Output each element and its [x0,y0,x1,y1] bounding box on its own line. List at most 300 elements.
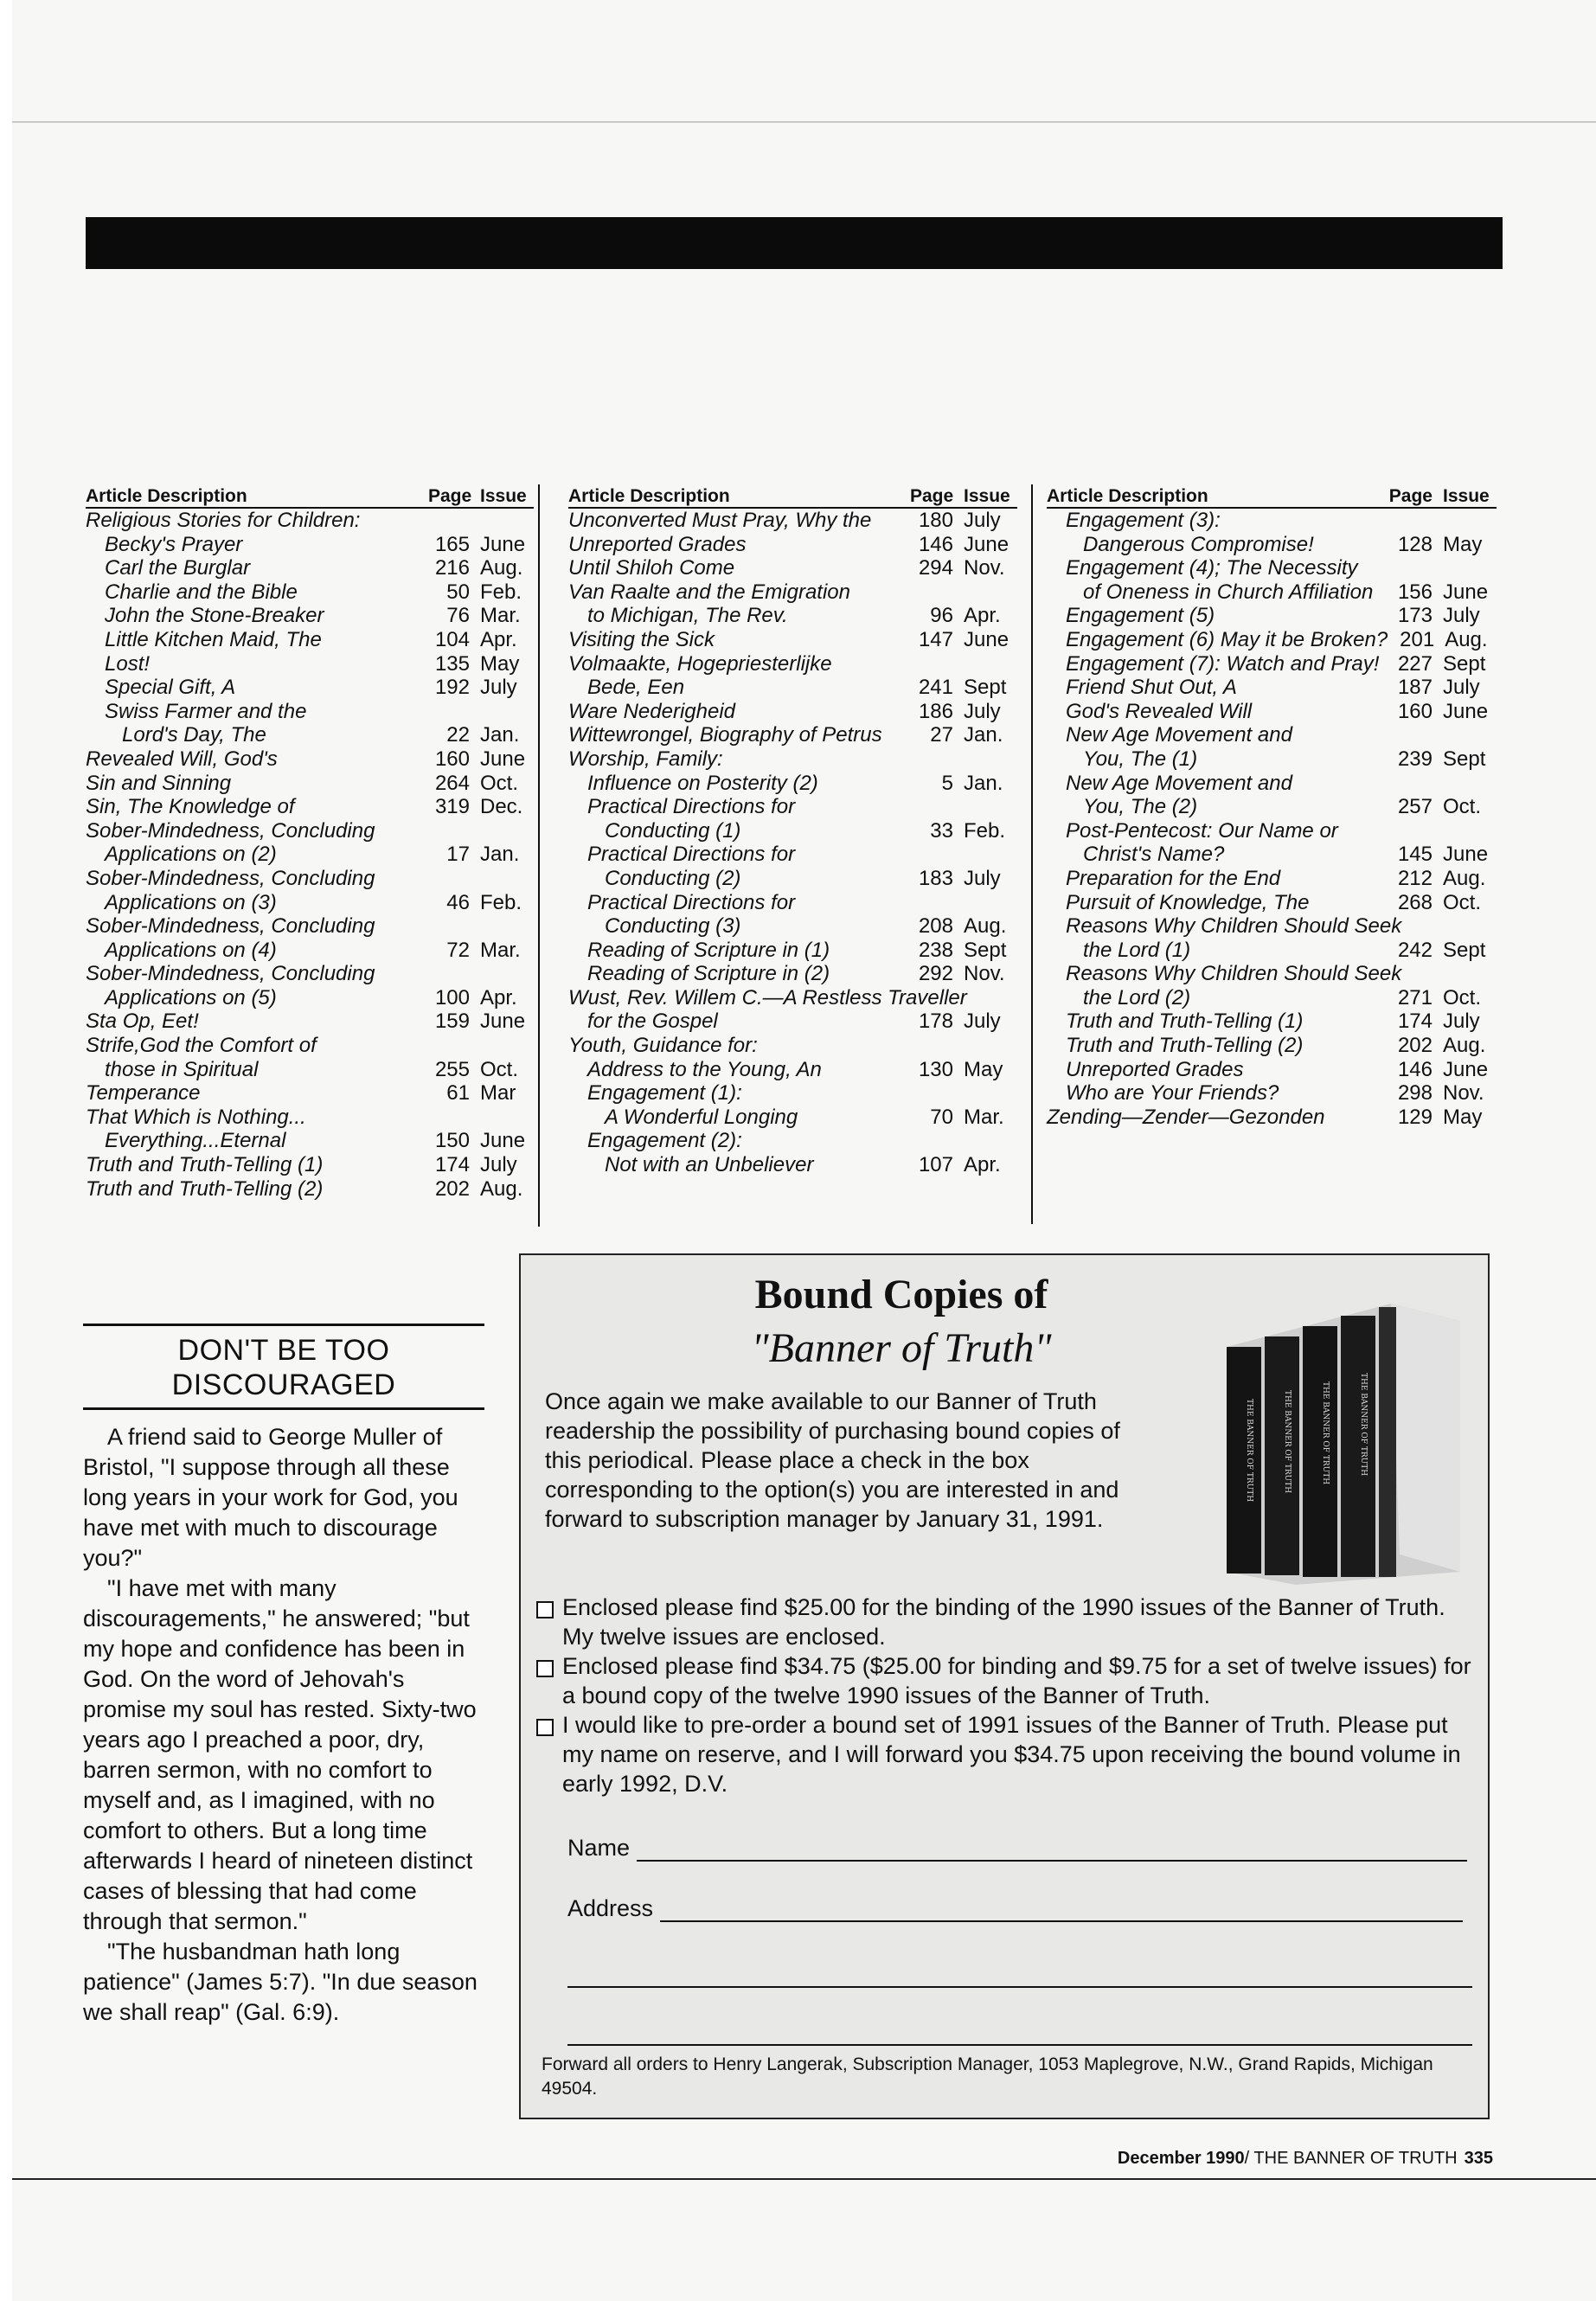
index-row [86,1106,534,1130]
index-entry-page [910,1081,953,1106]
index-entry-issue [1433,819,1497,843]
index-entry-description: Christ's Name? [1083,843,1225,867]
index-row [86,604,534,628]
index-entry-description: Engagement (3): [1066,509,1221,532]
index-entry-description: Unreported Grades [1066,1057,1244,1081]
address-field[interactable] [567,1895,1463,1922]
index-entry-page: 242 [1397,938,1433,962]
address-line-2[interactable] [567,1986,1472,1988]
index-row [568,1058,1017,1082]
index-row [568,700,1017,724]
index-entry-description: Religious Stories for Children: [86,509,361,532]
index-entry-page [910,1034,953,1058]
index-row [1047,580,1497,605]
index-entry-issue: June [480,532,526,556]
index-row [86,843,534,867]
index-entry-description: Little Kitchen Maid, The [105,627,322,651]
index-entry-description: You, The (1) [1083,747,1198,771]
index-entry-page: 50 [446,580,470,604]
bound-copies-order-form [519,1253,1490,2119]
article-dont-be-discouraged [83,1324,484,2028]
index-entry-description: Volmaakte, Hogepriesterlijke [568,651,832,676]
index-entry-issue [470,914,534,939]
index-row [568,891,1017,915]
index-row [86,891,534,915]
header-page: Page [1388,486,1433,506]
index-entry-page: 201 [1400,627,1435,651]
index-entry-page [910,1129,953,1153]
index-row [86,962,534,986]
index-row [1047,676,1497,700]
index-entry-page: 255 [434,1057,470,1081]
index-entry-issue [953,795,1017,819]
index-entry-issue: July [480,676,517,700]
index-row [1047,1058,1497,1082]
index-row [568,962,1017,986]
index-entry-issue: Aug. [964,914,1007,939]
index-row [86,652,534,676]
index-entry-page: 146 [918,532,953,556]
order-form-title: Bound Copies of [754,1272,1048,1317]
index-entry-issue: Sept [964,938,1007,962]
article-top-rule [83,1324,484,1326]
article-title-line2: DISCOURAGED [171,1368,396,1401]
index-entry-issue: June [1443,843,1489,867]
index-row [568,676,1017,700]
index-entry-description: Worship, Family: [568,747,723,771]
index-header [86,486,534,509]
index-entry-page: 298 [1397,1081,1433,1106]
index-entry-page: 292 [918,962,953,986]
index-entry-issue: July [1443,676,1480,700]
index-entry-issue: July [964,699,1001,723]
index-entry-description: for the Gospel [587,1009,718,1034]
index-row [1047,772,1497,796]
index-entry-issue: June [1443,699,1489,723]
index-entry-issue [470,962,534,986]
index-entry-page [1401,914,1441,939]
index-row [568,1081,1017,1106]
index-row [86,795,534,819]
index-entry-description: Engagement (5) [1066,604,1215,628]
index-entry-description: Conducting (2) [605,866,741,890]
index-entry-description: Practical Directions for [587,795,796,819]
index-entry-page: 192 [434,676,470,700]
index-entry-issue [953,1081,1017,1106]
index-entry-description: Influence on Posterity (2) [587,771,818,795]
index-entry-issue: Sept [1443,651,1486,676]
index-entry-issue: Oct. [480,771,519,795]
header-description: Article Description [1047,486,1208,506]
index-row [1047,1009,1497,1034]
index-entry-page [428,700,470,724]
index-row [86,580,534,605]
index-entry-issue: June [480,1009,526,1034]
name-label: Name [567,1835,631,1861]
index-entry-issue: Oct. [480,1057,519,1081]
index-row [1047,867,1497,891]
index-row [568,580,1017,605]
book-spine-text: THE BANNER OF TRUTH [1283,1390,1292,1494]
index-row [86,509,534,533]
index-entry-description: Engagement (1): [587,1081,742,1106]
index-entry-issue: Mar [480,1081,516,1106]
index-row [86,556,534,580]
index-row [1047,556,1497,580]
option-checkbox[interactable] [536,1601,554,1618]
index-entry-description: That Which is Nothing... [86,1105,306,1129]
index-entry-page [910,747,953,772]
index-entry-issue: Nov. [964,556,1005,580]
index-row [568,795,1017,819]
order-option-3[interactable] [536,1710,1479,1798]
option-checkbox[interactable] [536,1719,554,1736]
index-entry-page: 156 [1397,580,1433,604]
index-row [1047,1034,1497,1058]
index-entry-issue: June [1443,1057,1489,1081]
index-row [86,628,534,652]
index-entry-page: 61 [446,1081,470,1106]
index-entry-description: Special Gift, A [105,676,236,700]
index-entry-description: You, The (2) [1083,795,1198,819]
index-row [568,1009,1017,1034]
index-entry-issue: Aug. [480,1176,523,1201]
footer-date: December 1990 [1117,2149,1245,2168]
index-entry-issue: Sept [1443,938,1486,962]
index-entry-description: Bede, Een [587,676,685,700]
book-spine-text: THE BANNER OF TRUTH [1245,1399,1253,1503]
index-row [1047,700,1497,724]
index-entry-description: Engagement (2): [587,1129,742,1153]
index-entry-description: the Lord (2) [1083,985,1191,1009]
index-entry-description: Sober-Mindedness, Concluding [86,914,375,939]
index-entry-page: 173 [1397,604,1433,628]
index-entry-issue: Oct. [1443,795,1482,819]
index-entry-page: 46 [446,890,470,914]
index-entry-description: of Oneness in Church Affiliation [1083,580,1374,604]
index-entry-page: 241 [918,676,953,700]
index-row [86,986,534,1010]
index-header [568,486,1017,509]
index-entry-page: 268 [1397,890,1433,914]
index-entry-page [428,914,470,939]
index-entry-page: 17 [446,843,470,867]
index-entry-description: Youth, Guidance for: [568,1034,758,1058]
index-entry-issue: Feb. [964,818,1006,843]
index-entry-page: 5 [941,771,953,795]
index-row [568,819,1017,843]
bound-volumes-image [1201,1295,1464,1589]
index-entry-issue: Aug. [1443,1034,1486,1058]
index-entry-description: Truth and Truth-Telling (1) [1066,1009,1304,1034]
index-row [86,1034,534,1058]
index-entry-page [428,1034,470,1058]
index-row [1047,795,1497,819]
index-entry-issue: June [964,532,1010,556]
index-entry-page [910,795,953,819]
index-row [1047,939,1497,963]
index-entry-description: Applications on (4) [105,938,277,962]
index-row [568,1034,1017,1058]
index-entry-page: 150 [434,1129,470,1153]
index-entry-page [1384,819,1433,843]
index-entry-page [428,867,470,891]
index-entry-description: New Age Movement and [1066,723,1292,747]
index-row [568,556,1017,580]
address-line-3[interactable] [567,2044,1472,2046]
index-column-1 [86,486,534,1201]
index-entry-description: Sober-Mindedness, Concluding [86,866,375,890]
index-entry-page [428,1106,470,1130]
index-entry-description: Engagement (7): Watch and Pray! [1066,651,1380,676]
page-top-edge [12,121,1596,123]
index-entry-issue: July [964,866,1001,890]
index-entry-description: to Michigan, The Rev. [587,604,788,628]
index-row [86,700,534,724]
index-entry-issue: Oct. [1443,890,1482,914]
index-row [86,533,534,557]
index-entry-description: Ware Nederigheid [568,699,735,723]
name-line[interactable] [637,1860,1467,1862]
index-entry-issue [953,580,1017,605]
index-entry-description: Becky's Prayer [105,532,243,556]
index-row [86,939,534,963]
address-line[interactable] [660,1920,1463,1922]
article-paragraph: "The husbandman hath long patience" (James 5:7). "In due season we shall reap" (Gal. 6:9). [83,1939,478,2025]
header-issue: Issue [964,486,1010,506]
index-entry-page [910,580,953,605]
index-row [568,533,1017,557]
index-entry-description: Carl the Burglar [105,556,251,580]
index-entry-description: Sober-Mindedness, Concluding [86,818,375,843]
index-entry-issue [953,747,1017,772]
index-entry-description: Unconverted Must Pray, Why the [568,509,872,532]
index-entry-description: Practical Directions for [587,890,796,914]
index-entry-page [1401,962,1441,986]
index-entry-issue: July [480,1153,517,1177]
index-entry-issue [470,509,534,533]
index-entry-description: Friend Shut Out, A [1066,676,1237,700]
index-entry-issue [470,700,534,724]
index-entry-issue: June [480,1129,526,1153]
index-row [1047,723,1497,747]
index-entry-issue: Nov. [1443,1081,1484,1106]
index-entry-description: Reading of Scripture in (2) [587,962,830,986]
index-entry-page: 70 [930,1105,953,1129]
index-row [1047,914,1497,939]
index-entry-issue: May [1443,1105,1483,1129]
index-entry-page: 135 [434,651,470,676]
index-row [1047,509,1497,533]
index-entry-issue: Mar. [480,938,521,962]
index-entry-issue: July [964,509,1001,532]
index-row [568,628,1017,652]
order-form-subtitle: "Banner of Truth" [751,1325,1052,1371]
index-entry-issue [953,1129,1017,1153]
index-row [1047,604,1497,628]
index-entry-issue: Apr. [964,604,1001,628]
index-entry-description: Sin and Sinning [86,771,232,795]
index-entry-issue [1442,962,1497,986]
forward-orders-note: Forward all orders to Henry Langerak, Subscription Manager, 1053 Maplegrove, N.W., Grand Rapids, Michigan 49504. [542,2054,1433,2099]
article-paragraph: A friend said to George Muller of Bristol, "I suppose through all these long years in your work for God, you have met with much to discourage you?" [83,1424,458,1571]
index-row [1047,843,1497,867]
index-entry-description: Post-Pentecost: Our Name or [1066,818,1338,843]
scan-edge [0,0,12,2301]
index-entry-page: 72 [446,938,470,962]
index-entry-description: Visiting the Sick [568,627,715,651]
index-entry-issue: Nov. [964,962,1005,986]
index-entry-description: Sta Op, Eet! [86,1009,199,1034]
index-row [86,819,534,843]
index-entry-description: Lord's Day, The [122,723,266,747]
index-row [568,939,1017,963]
index-entry-description: the Lord (1) [1083,938,1191,962]
header-description: Article Description [568,486,730,506]
index-entry-issue: Aug. [480,556,523,580]
option-text: Enclosed please find $34.75 ($25.00 for binding and $9.75 for a set of twelve issues) for a bound copy of the twelve 1990 issues of the Banner of Truth. [562,1653,1471,1708]
index-entry-issue: Mar. [480,604,521,628]
index-entry-description: Practical Directions for [587,843,796,867]
index-entry-description: Engagement (4); The Necessity [1066,556,1358,580]
footer-publication: / THE BANNER OF TRUTH [1244,2149,1458,2168]
article-title [83,1333,484,1402]
index-row [568,867,1017,891]
index-row [568,843,1017,867]
index-entry-page [910,652,953,676]
book-spine-text: THE BANNER OF TRUTH [1359,1373,1368,1477]
index-entry-issue: Sept [964,676,1007,700]
order-option-1[interactable] [536,1593,1479,1651]
index-entry-page: 319 [434,795,470,819]
index-row [86,723,534,747]
index-entry-page: 76 [446,604,470,628]
header-description: Article Description [86,486,247,506]
index-entry-description: Lost! [105,651,151,676]
index-entry-issue: Apr. [480,985,517,1009]
index-entry-issue: Apr. [964,1153,1001,1177]
index-row [86,1009,534,1034]
index-entry-issue [1433,723,1497,747]
index-entry-issue [953,843,1017,867]
index-entry-description: Wust, Rev. Willem C.—A Restless Traveller [568,985,967,1009]
index-entry-issue [470,1106,534,1130]
index-row [1047,891,1497,915]
column-divider [538,484,540,1227]
index-header [1047,486,1497,509]
index-row [86,747,534,772]
index-entry-page: 180 [918,509,953,532]
index-row [86,772,534,796]
address-label: Address [567,1895,654,1921]
index-entry-description: Pursuit of Knowledge, The [1066,890,1310,914]
index-entry-issue: Aug. [1443,866,1486,890]
index-entry-page: 227 [1397,651,1433,676]
index-entry-page [428,819,470,843]
index-entry-description: Not with an Unbeliever [605,1153,814,1177]
index-row [86,867,534,891]
index-entry-description: Reasons Why Children Should Seek [1066,962,1402,986]
index-entry-page: 104 [434,627,470,651]
index-row [1047,533,1497,557]
index-entry-description: Applications on (5) [105,985,277,1009]
index-entry-description: Charlie and the Bible [105,580,298,604]
index-entry-description: Preparation for the End [1066,866,1281,890]
index-entry-issue: June [964,627,1010,651]
index-entry-page: 257 [1397,795,1433,819]
index-entry-description: Strife,God the Comfort of [86,1034,317,1058]
index-row [86,1153,534,1177]
index-entry-issue: July [1443,604,1480,628]
option-text: Enclosed please find $25.00 for the binding of the 1990 issues of the Banner of Truth. My twelve issues are enclosed. [562,1594,1445,1650]
index-entry-page [1384,509,1433,533]
index-entry-page: 107 [918,1153,953,1177]
index-entry-issue: Oct. [1443,985,1482,1009]
index-entry-description: A Wonderful Longing [605,1105,798,1129]
index-row [86,914,534,939]
index-row [1047,986,1497,1010]
name-field[interactable] [567,1835,1467,1862]
index-entry-issue: July [1443,1009,1480,1034]
order-options [536,1593,1479,1798]
index-entry-page: 208 [918,914,953,939]
index-column-2 [568,486,1017,1177]
index-entry-description: New Age Movement and [1066,771,1292,795]
index-entry-description: Revealed Will, God's [86,747,278,771]
index-entry-page: 129 [1397,1105,1433,1129]
index-entry-page: 96 [930,604,953,628]
order-option-2[interactable] [536,1651,1479,1710]
index-entry-page: 174 [1397,1009,1433,1034]
index-entry-page: 239 [1397,747,1433,771]
index-entry-issue: June [1443,580,1489,604]
index-entry-issue: Jan. [964,723,1003,747]
index-row [1047,1081,1497,1106]
index-entry-issue [953,891,1017,915]
index-entry-page: 202 [434,1176,470,1201]
index-entry-issue [984,986,1017,1010]
index-column-3 [1047,486,1497,1129]
index-entry-page: 202 [1397,1034,1433,1058]
index-row [1047,962,1497,986]
index-entry-description: Truth and Truth-Telling (2) [1066,1034,1304,1058]
index-entry-page: 294 [918,556,953,580]
index-entry-issue [1433,509,1497,533]
index-entry-description: John the Stone-Breaker [105,604,324,628]
index-entry-description: Reasons Why Children Should Seek [1066,914,1402,939]
order-form-intro: Once again we make available to our Banner of Truth readership the possibility of purchasing bound copies of this periodical. Please place a check in the box corresponding to the option(s) you are interested in and forward to subscription manager by January 31, 1991. [545,1388,1120,1532]
index-entry-description: Everything...Eternal [105,1129,286,1153]
index-entry-description: Address to the Young, An [587,1057,822,1081]
index-entry-description: God's Revealed Will [1066,699,1253,723]
header-banner [86,217,1503,269]
index-entry-issue [470,819,534,843]
index-row [86,1129,534,1153]
index-row [568,652,1017,676]
index-entry-description: Temperance [86,1081,201,1106]
index-entry-description: Swiss Farmer and the [105,699,307,723]
index-entry-page [1384,723,1433,747]
index-entry-issue: Jan. [964,771,1003,795]
index-entry-page: 145 [1397,843,1433,867]
option-checkbox[interactable] [536,1660,554,1677]
index-entry-page: 159 [434,1009,470,1034]
index-entry-issue [1433,556,1497,580]
index-entry-page: 128 [1397,532,1433,556]
index-entry-issue: May [1443,532,1483,556]
index-row [568,1153,1017,1177]
index-entry-page [1384,772,1433,796]
